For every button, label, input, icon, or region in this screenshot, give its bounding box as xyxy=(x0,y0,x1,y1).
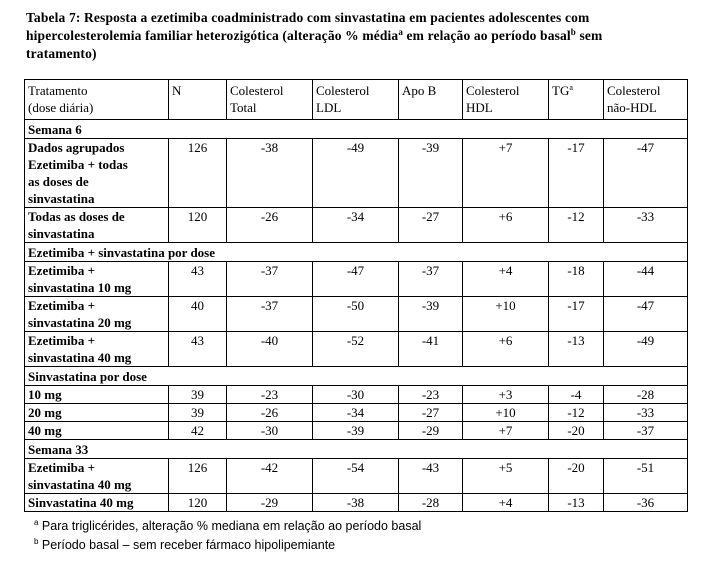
cell-hdl: +5 xyxy=(463,459,549,494)
header-n: N xyxy=(169,80,227,120)
cell-ldl: -54 xyxy=(313,459,399,494)
header-total-cholesterol: Colesterol Total xyxy=(227,80,313,120)
row-label: 20 mg xyxy=(25,404,169,422)
cell-tg: -18 xyxy=(549,262,604,297)
cell-n: 43 xyxy=(169,332,227,367)
row-label: 40 mg xyxy=(25,422,169,440)
cell-total-cholesterol: -38 xyxy=(227,139,313,208)
cell-total-cholesterol: -23 xyxy=(227,386,313,404)
cell-apob: -43 xyxy=(399,459,463,494)
cell-total-cholesterol: -26 xyxy=(227,208,313,243)
cell-n: 126 xyxy=(169,139,227,208)
cell-n: 39 xyxy=(169,386,227,404)
cell-hdl: +6 xyxy=(463,208,549,243)
row-label: Ezetimiba + sinvastatina 40 mg xyxy=(25,332,169,367)
cell-n: 39 xyxy=(169,404,227,422)
cell-non-hdl: -37 xyxy=(604,422,688,440)
cell-tg: -17 xyxy=(549,139,604,208)
cell-total-cholesterol: -37 xyxy=(227,297,313,332)
table-row xyxy=(25,494,688,512)
cell-tg: -12 xyxy=(549,404,604,422)
cell-non-hdl: -33 xyxy=(604,208,688,243)
caption-line-1: Tabela 7: Resposta a ezetimiba coadministrado com sinvastatina em pacientes adolescentes com xyxy=(26,10,590,25)
footnote-a: $^a$ Para triglicérides, alteração % mediana em relação ao período basal xyxy=(34,518,422,533)
caption-footnote-mark-b: b xyxy=(570,27,576,37)
cell-hdl: +10 xyxy=(463,297,549,332)
cell-non-hdl: -51 xyxy=(604,459,688,494)
cell-total-cholesterol: -40 xyxy=(227,332,313,367)
cell-non-hdl: -44 xyxy=(604,262,688,297)
section-combo-per-dose: Ezetimiba + sinvastatina por dose xyxy=(25,243,688,262)
cell-hdl: +7 xyxy=(463,139,549,208)
row-label: Ezetimiba + sinvastatina 40 mg xyxy=(25,459,169,494)
table-row xyxy=(25,422,688,440)
cell-n: 120 xyxy=(169,208,227,243)
cell-n: 43 xyxy=(169,262,227,297)
cell-non-hdl: -49 xyxy=(604,332,688,367)
results-table xyxy=(24,79,688,512)
cell-tg: -12 xyxy=(549,208,604,243)
header-non-hdl: Colesterol não-HDL xyxy=(604,80,688,120)
row-label: Dados agrupados Ezetimiba + todas as doses de sinvastatina xyxy=(25,139,169,208)
table-row xyxy=(25,139,688,208)
cell-total-cholesterol: -37 xyxy=(227,262,313,297)
cell-ldl: -34 xyxy=(313,404,399,422)
row-label: Ezetimiba + sinvastatina 10 mg xyxy=(25,262,169,297)
cell-non-hdl: -33 xyxy=(604,404,688,422)
table-row xyxy=(25,297,688,332)
header-hdl: Colesterol HDL xyxy=(463,80,549,120)
cell-apob: -39 xyxy=(399,139,463,208)
cell-non-hdl: -47 xyxy=(604,297,688,332)
row-label: Todas as doses de sinvastatina xyxy=(25,208,169,243)
cell-hdl: +4 xyxy=(463,262,549,297)
cell-non-hdl: -36 xyxy=(604,494,688,512)
cell-apob: -29 xyxy=(399,422,463,440)
row-label: Sinvastatina 40 mg xyxy=(25,494,169,512)
table-row xyxy=(25,262,688,297)
section-week-33: Semana 33 xyxy=(25,440,688,459)
caption-line-2: hipercolesterolemia familiar heterozigótica (alteração % média$^a$ em relação ao período basal$^b$ sem xyxy=(26,27,603,43)
cell-hdl: +10 xyxy=(463,404,549,422)
cell-hdl: +3 xyxy=(463,386,549,404)
cell-ldl: -52 xyxy=(313,332,399,367)
cell-tg: -13 xyxy=(549,494,604,512)
cell-hdl: +4 xyxy=(463,494,549,512)
caption-footnote-mark-a: a xyxy=(398,27,403,37)
row-label: Ezetimiba + sinvastatina 20 mg xyxy=(25,297,169,332)
cell-apob: -27 xyxy=(399,404,463,422)
section-week-6: Semana 6 xyxy=(25,120,688,139)
cell-n: 126 xyxy=(169,459,227,494)
cell-tg: -13 xyxy=(549,332,604,367)
cell-ldl: -39 xyxy=(313,422,399,440)
section-simvastatin-per-dose: Sinvastatina por dose xyxy=(25,367,688,386)
header-ldl: Colesterol LDL xyxy=(313,80,399,120)
cell-ldl: -49 xyxy=(313,139,399,208)
cell-non-hdl: -47 xyxy=(604,139,688,208)
table-row xyxy=(25,386,688,404)
footnote-b: $^b$ Período basal – sem receber fármaco hipolipemiante xyxy=(34,537,336,552)
cell-tg: -4 xyxy=(549,386,604,404)
cell-tg: -20 xyxy=(549,459,604,494)
table-row xyxy=(25,332,688,367)
cell-ldl: -30 xyxy=(313,386,399,404)
caption-line-3: tratamento) xyxy=(26,46,97,61)
cell-n: 40 xyxy=(169,297,227,332)
cell-tg: -17 xyxy=(549,297,604,332)
cell-apob: -27 xyxy=(399,208,463,243)
cell-total-cholesterol: -26 xyxy=(227,404,313,422)
cell-total-cholesterol: -30 xyxy=(227,422,313,440)
cell-n: 120 xyxy=(169,494,227,512)
cell-apob: -23 xyxy=(399,386,463,404)
table-caption xyxy=(26,9,678,63)
table-row xyxy=(25,459,688,494)
row-label: 10 mg xyxy=(25,386,169,404)
cell-hdl: +6 xyxy=(463,332,549,367)
cell-ldl: -50 xyxy=(313,297,399,332)
cell-apob: -39 xyxy=(399,297,463,332)
cell-total-cholesterol: -29 xyxy=(227,494,313,512)
cell-apob: -28 xyxy=(399,494,463,512)
cell-tg: -20 xyxy=(549,422,604,440)
cell-n: 42 xyxy=(169,422,227,440)
cell-ldl: -38 xyxy=(313,494,399,512)
cell-non-hdl: -28 xyxy=(604,386,688,404)
header-tg: $TG^a$ xyxy=(549,80,604,120)
cell-ldl: -34 xyxy=(313,208,399,243)
header-row xyxy=(25,80,688,120)
cell-hdl: +7 xyxy=(463,422,549,440)
header-apob: Apo B xyxy=(399,80,463,120)
header-treatment: Tratamento (dose diária) xyxy=(25,80,169,120)
cell-apob: -41 xyxy=(399,332,463,367)
table-row xyxy=(25,404,688,422)
table-row xyxy=(25,208,688,243)
cell-apob: -37 xyxy=(399,262,463,297)
cell-total-cholesterol: -42 xyxy=(227,459,313,494)
cell-ldl: -47 xyxy=(313,262,399,297)
